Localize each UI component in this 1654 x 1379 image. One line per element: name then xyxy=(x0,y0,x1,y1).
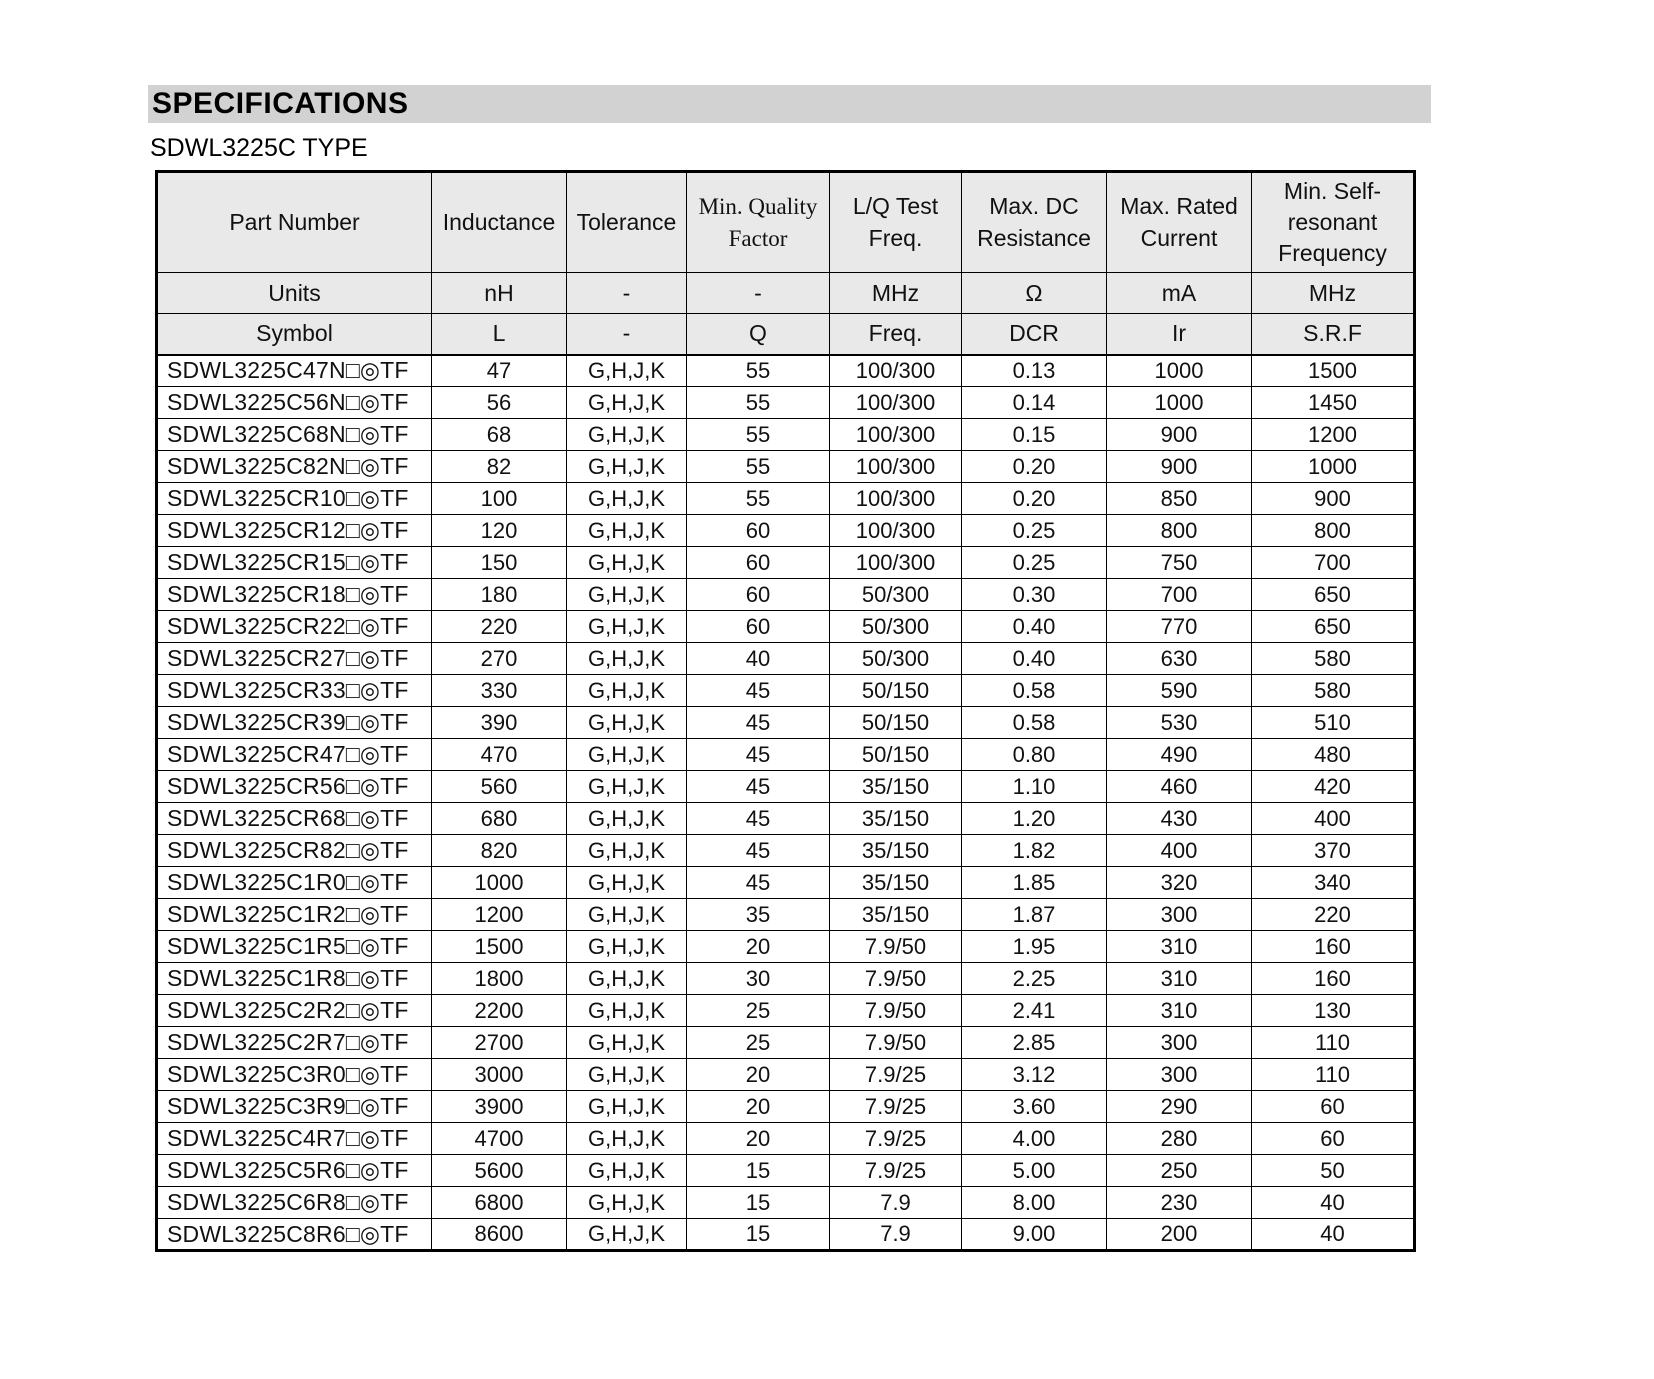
type-subtitle: SDWL3225C TYPE xyxy=(150,134,368,162)
cell-quality-factor: 45 xyxy=(687,771,830,803)
cell-inductance: 150 xyxy=(432,547,567,579)
cell-test-freq: 7.9/25 xyxy=(830,1123,962,1155)
cell-quality-factor: 60 xyxy=(687,579,830,611)
col-header-quality-factor: Min. Quality Factor xyxy=(687,172,830,273)
symbol-label: Symbol xyxy=(157,314,432,355)
cell-test-freq: 7.9/25 xyxy=(830,1091,962,1123)
units-test-freq: MHz xyxy=(830,273,962,314)
cell-rated-current: 310 xyxy=(1107,931,1252,963)
cell-dc-resistance: 2.25 xyxy=(962,963,1107,995)
cell-srf: 60 xyxy=(1252,1123,1415,1155)
cell-srf: 130 xyxy=(1252,995,1415,1027)
cell-quality-factor: 45 xyxy=(687,707,830,739)
cell-test-freq: 50/300 xyxy=(830,579,962,611)
cell-dc-resistance: 1.87 xyxy=(962,899,1107,931)
cell-dc-resistance: 0.13 xyxy=(962,355,1107,387)
cell-rated-current: 230 xyxy=(1107,1187,1252,1219)
col-header-dc-resistance: Max. DC Resistance xyxy=(962,172,1107,273)
cell-part-number: SDWL3225CR56□◎TF xyxy=(157,771,432,803)
cell-inductance: 1000 xyxy=(432,867,567,899)
col-header-test-freq: L/Q Test Freq. xyxy=(830,172,962,273)
cell-part-number: SDWL3225C2R2□◎TF xyxy=(157,995,432,1027)
cell-part-number: SDWL3225C1R8□◎TF xyxy=(157,963,432,995)
cell-tolerance: G,H,J,K xyxy=(567,739,687,771)
table-body xyxy=(157,355,1415,1251)
cell-rated-current: 300 xyxy=(1107,1027,1252,1059)
cell-quality-factor: 55 xyxy=(687,451,830,483)
cell-inductance: 120 xyxy=(432,515,567,547)
cell-srf: 1200 xyxy=(1252,419,1415,451)
col-header-rated-current: Max. Rated Current xyxy=(1107,172,1252,273)
cell-quality-factor: 60 xyxy=(687,611,830,643)
cell-quality-factor: 45 xyxy=(687,739,830,771)
table-row xyxy=(157,1027,1415,1059)
cell-part-number: SDWL3225CR33□◎TF xyxy=(157,675,432,707)
units-tolerance: - xyxy=(567,273,687,314)
cell-tolerance: G,H,J,K xyxy=(567,643,687,675)
symbol-tolerance: - xyxy=(567,314,687,355)
cell-tolerance: G,H,J,K xyxy=(567,387,687,419)
table-header-row xyxy=(157,172,1415,273)
cell-inductance: 390 xyxy=(432,707,567,739)
cell-quality-factor: 25 xyxy=(687,995,830,1027)
cell-inductance: 2200 xyxy=(432,995,567,1027)
cell-part-number: SDWL3225CR18□◎TF xyxy=(157,579,432,611)
cell-test-freq: 7.9/25 xyxy=(830,1059,962,1091)
cell-part-number: SDWL3225C1R5□◎TF xyxy=(157,931,432,963)
table-row xyxy=(157,1155,1415,1187)
symbol-quality-factor: Q xyxy=(687,314,830,355)
cell-dc-resistance: 0.20 xyxy=(962,451,1107,483)
cell-inductance: 330 xyxy=(432,675,567,707)
table-row xyxy=(157,995,1415,1027)
table-row xyxy=(157,355,1415,387)
cell-rated-current: 280 xyxy=(1107,1123,1252,1155)
units-label: Units xyxy=(157,273,432,314)
units-row xyxy=(157,273,1415,314)
cell-rated-current: 400 xyxy=(1107,835,1252,867)
cell-test-freq: 35/150 xyxy=(830,867,962,899)
cell-test-freq: 50/300 xyxy=(830,643,962,675)
cell-inductance: 3000 xyxy=(432,1059,567,1091)
cell-part-number: SDWL3225CR39□◎TF xyxy=(157,707,432,739)
cell-quality-factor: 55 xyxy=(687,387,830,419)
col-header-tolerance: Tolerance xyxy=(567,172,687,273)
cell-test-freq: 7.9/50 xyxy=(830,963,962,995)
cell-inductance: 180 xyxy=(432,579,567,611)
page-title: SPECIFICATIONS xyxy=(148,85,1431,123)
cell-srf: 900 xyxy=(1252,483,1415,515)
cell-inductance: 1200 xyxy=(432,899,567,931)
cell-rated-current: 300 xyxy=(1107,1059,1252,1091)
cell-test-freq: 7.9 xyxy=(830,1219,962,1251)
table-row xyxy=(157,1123,1415,1155)
specifications-table xyxy=(155,170,1416,1252)
cell-srf: 650 xyxy=(1252,579,1415,611)
cell-dc-resistance: 1.85 xyxy=(962,867,1107,899)
cell-inductance: 5600 xyxy=(432,1155,567,1187)
cell-srf: 1500 xyxy=(1252,355,1415,387)
cell-quality-factor: 45 xyxy=(687,867,830,899)
cell-inductance: 270 xyxy=(432,643,567,675)
cell-dc-resistance: 0.58 xyxy=(962,707,1107,739)
table-row xyxy=(157,643,1415,675)
units-srf: MHz xyxy=(1252,273,1415,314)
cell-test-freq: 35/150 xyxy=(830,803,962,835)
cell-test-freq: 100/300 xyxy=(830,483,962,515)
cell-quality-factor: 15 xyxy=(687,1187,830,1219)
cell-part-number: SDWL3225C82N□◎TF xyxy=(157,451,432,483)
table-row xyxy=(157,707,1415,739)
cell-rated-current: 630 xyxy=(1107,643,1252,675)
cell-test-freq: 100/300 xyxy=(830,355,962,387)
table-row xyxy=(157,387,1415,419)
cell-srf: 370 xyxy=(1252,835,1415,867)
cell-tolerance: G,H,J,K xyxy=(567,483,687,515)
cell-inductance: 68 xyxy=(432,419,567,451)
cell-part-number: SDWL3225CR22□◎TF xyxy=(157,611,432,643)
cell-tolerance: G,H,J,K xyxy=(567,995,687,1027)
cell-part-number: SDWL3225C8R6□◎TF xyxy=(157,1219,432,1251)
cell-srf: 1000 xyxy=(1252,451,1415,483)
table-row xyxy=(157,1219,1415,1251)
cell-dc-resistance: 1.95 xyxy=(962,931,1107,963)
cell-rated-current: 1000 xyxy=(1107,355,1252,387)
table-row xyxy=(157,739,1415,771)
cell-srf: 160 xyxy=(1252,931,1415,963)
cell-part-number: SDWL3225CR12□◎TF xyxy=(157,515,432,547)
cell-part-number: SDWL3225C47N□◎TF xyxy=(157,355,432,387)
cell-srf: 480 xyxy=(1252,739,1415,771)
cell-rated-current: 1000 xyxy=(1107,387,1252,419)
cell-inductance: 8600 xyxy=(432,1219,567,1251)
cell-quality-factor: 15 xyxy=(687,1155,830,1187)
cell-quality-factor: 55 xyxy=(687,355,830,387)
cell-tolerance: G,H,J,K xyxy=(567,899,687,931)
cell-test-freq: 50/150 xyxy=(830,675,962,707)
cell-rated-current: 800 xyxy=(1107,515,1252,547)
cell-part-number: SDWL3225CR47□◎TF xyxy=(157,739,432,771)
cell-dc-resistance: 2.41 xyxy=(962,995,1107,1027)
cell-inductance: 2700 xyxy=(432,1027,567,1059)
cell-part-number: SDWL3225CR27□◎TF xyxy=(157,643,432,675)
cell-quality-factor: 45 xyxy=(687,835,830,867)
cell-tolerance: G,H,J,K xyxy=(567,579,687,611)
table-row xyxy=(157,579,1415,611)
cell-part-number: SDWL3225C6R8□◎TF xyxy=(157,1187,432,1219)
cell-dc-resistance: 0.40 xyxy=(962,643,1107,675)
cell-part-number: SDWL3225C3R9□◎TF xyxy=(157,1091,432,1123)
cell-rated-current: 900 xyxy=(1107,451,1252,483)
cell-part-number: SDWL3225CR68□◎TF xyxy=(157,803,432,835)
table-row xyxy=(157,547,1415,579)
cell-test-freq: 50/150 xyxy=(830,739,962,771)
cell-test-freq: 35/150 xyxy=(830,771,962,803)
cell-dc-resistance: 9.00 xyxy=(962,1219,1107,1251)
cell-quality-factor: 55 xyxy=(687,419,830,451)
table-row xyxy=(157,899,1415,931)
cell-srf: 40 xyxy=(1252,1187,1415,1219)
cell-part-number: SDWL3225C4R7□◎TF xyxy=(157,1123,432,1155)
table-row xyxy=(157,771,1415,803)
cell-quality-factor: 20 xyxy=(687,1059,830,1091)
col-header-srf: Min. Self-resonant Frequency xyxy=(1252,172,1415,273)
cell-srf: 340 xyxy=(1252,867,1415,899)
cell-rated-current: 490 xyxy=(1107,739,1252,771)
cell-part-number: SDWL3225C68N□◎TF xyxy=(157,419,432,451)
cell-test-freq: 100/300 xyxy=(830,515,962,547)
table-row xyxy=(157,1091,1415,1123)
cell-inductance: 1500 xyxy=(432,931,567,963)
symbol-test-freq: Freq. xyxy=(830,314,962,355)
cell-srf: 1450 xyxy=(1252,387,1415,419)
col-header-part-number: Part Number xyxy=(157,172,432,273)
cell-test-freq: 100/300 xyxy=(830,451,962,483)
cell-rated-current: 320 xyxy=(1107,867,1252,899)
symbol-row xyxy=(157,314,1415,355)
cell-inductance: 470 xyxy=(432,739,567,771)
table-row xyxy=(157,1187,1415,1219)
cell-srf: 110 xyxy=(1252,1059,1415,1091)
table-row xyxy=(157,451,1415,483)
table-row xyxy=(157,419,1415,451)
cell-tolerance: G,H,J,K xyxy=(567,867,687,899)
table-row xyxy=(157,867,1415,899)
cell-srf: 400 xyxy=(1252,803,1415,835)
cell-part-number: SDWL3225C2R7□◎TF xyxy=(157,1027,432,1059)
cell-srf: 420 xyxy=(1252,771,1415,803)
cell-srf: 40 xyxy=(1252,1219,1415,1251)
symbol-inductance: L xyxy=(432,314,567,355)
cell-tolerance: G,H,J,K xyxy=(567,963,687,995)
cell-dc-resistance: 0.14 xyxy=(962,387,1107,419)
cell-inductance: 47 xyxy=(432,355,567,387)
units-rated-current: mA xyxy=(1107,273,1252,314)
cell-tolerance: G,H,J,K xyxy=(567,451,687,483)
cell-rated-current: 530 xyxy=(1107,707,1252,739)
units-dc-resistance: Ω xyxy=(962,273,1107,314)
cell-dc-resistance: 0.30 xyxy=(962,579,1107,611)
cell-rated-current: 310 xyxy=(1107,995,1252,1027)
cell-tolerance: G,H,J,K xyxy=(567,355,687,387)
cell-inductance: 820 xyxy=(432,835,567,867)
cell-rated-current: 300 xyxy=(1107,899,1252,931)
cell-tolerance: G,H,J,K xyxy=(567,547,687,579)
cell-tolerance: G,H,J,K xyxy=(567,1123,687,1155)
cell-dc-resistance: 0.80 xyxy=(962,739,1107,771)
cell-test-freq: 100/300 xyxy=(830,547,962,579)
cell-rated-current: 850 xyxy=(1107,483,1252,515)
cell-tolerance: G,H,J,K xyxy=(567,771,687,803)
cell-tolerance: G,H,J,K xyxy=(567,419,687,451)
table-row xyxy=(157,611,1415,643)
cell-part-number: SDWL3225C5R6□◎TF xyxy=(157,1155,432,1187)
cell-quality-factor: 15 xyxy=(687,1219,830,1251)
cell-srf: 50 xyxy=(1252,1155,1415,1187)
cell-quality-factor: 40 xyxy=(687,643,830,675)
cell-part-number: SDWL3225C1R2□◎TF xyxy=(157,899,432,931)
cell-quality-factor: 30 xyxy=(687,963,830,995)
table-row xyxy=(157,1059,1415,1091)
cell-dc-resistance: 0.40 xyxy=(962,611,1107,643)
cell-dc-resistance: 2.85 xyxy=(962,1027,1107,1059)
table-row xyxy=(157,803,1415,835)
cell-dc-resistance: 1.20 xyxy=(962,803,1107,835)
cell-rated-current: 310 xyxy=(1107,963,1252,995)
cell-dc-resistance: 0.25 xyxy=(962,547,1107,579)
cell-tolerance: G,H,J,K xyxy=(567,931,687,963)
cell-quality-factor: 45 xyxy=(687,675,830,707)
cell-test-freq: 35/150 xyxy=(830,835,962,867)
cell-quality-factor: 60 xyxy=(687,515,830,547)
cell-dc-resistance: 0.58 xyxy=(962,675,1107,707)
cell-srf: 510 xyxy=(1252,707,1415,739)
cell-dc-resistance: 5.00 xyxy=(962,1155,1107,1187)
cell-tolerance: G,H,J,K xyxy=(567,515,687,547)
cell-dc-resistance: 1.82 xyxy=(962,835,1107,867)
symbol-srf: S.R.F xyxy=(1252,314,1415,355)
cell-srf: 110 xyxy=(1252,1027,1415,1059)
cell-part-number: SDWL3225CR82□◎TF xyxy=(157,835,432,867)
cell-inductance: 6800 xyxy=(432,1187,567,1219)
cell-tolerance: G,H,J,K xyxy=(567,835,687,867)
table-row xyxy=(157,515,1415,547)
cell-part-number: SDWL3225C56N□◎TF xyxy=(157,387,432,419)
cell-test-freq: 100/300 xyxy=(830,419,962,451)
cell-test-freq: 100/300 xyxy=(830,387,962,419)
cell-srf: 800 xyxy=(1252,515,1415,547)
cell-dc-resistance: 0.20 xyxy=(962,483,1107,515)
cell-quality-factor: 55 xyxy=(687,483,830,515)
cell-part-number: SDWL3225CR15□◎TF xyxy=(157,547,432,579)
cell-test-freq: 35/150 xyxy=(830,899,962,931)
cell-srf: 700 xyxy=(1252,547,1415,579)
cell-rated-current: 770 xyxy=(1107,611,1252,643)
cell-tolerance: G,H,J,K xyxy=(567,707,687,739)
cell-dc-resistance: 0.25 xyxy=(962,515,1107,547)
cell-tolerance: G,H,J,K xyxy=(567,1059,687,1091)
cell-inductance: 100 xyxy=(432,483,567,515)
col-header-inductance: Inductance xyxy=(432,172,567,273)
symbol-dc-resistance: DCR xyxy=(962,314,1107,355)
cell-inductance: 560 xyxy=(432,771,567,803)
cell-test-freq: 7.9/50 xyxy=(830,995,962,1027)
cell-inductance: 1800 xyxy=(432,963,567,995)
cell-test-freq: 7.9/25 xyxy=(830,1155,962,1187)
cell-test-freq: 7.9/50 xyxy=(830,1027,962,1059)
cell-quality-factor: 20 xyxy=(687,1091,830,1123)
cell-test-freq: 50/150 xyxy=(830,707,962,739)
cell-tolerance: G,H,J,K xyxy=(567,803,687,835)
cell-dc-resistance: 3.12 xyxy=(962,1059,1107,1091)
cell-tolerance: G,H,J,K xyxy=(567,1155,687,1187)
cell-dc-resistance: 1.10 xyxy=(962,771,1107,803)
cell-dc-resistance: 8.00 xyxy=(962,1187,1107,1219)
cell-rated-current: 200 xyxy=(1107,1219,1252,1251)
cell-inductance: 56 xyxy=(432,387,567,419)
cell-rated-current: 460 xyxy=(1107,771,1252,803)
table-row xyxy=(157,675,1415,707)
cell-quality-factor: 35 xyxy=(687,899,830,931)
cell-quality-factor: 20 xyxy=(687,1123,830,1155)
cell-rated-current: 750 xyxy=(1107,547,1252,579)
cell-test-freq: 7.9/50 xyxy=(830,931,962,963)
cell-tolerance: G,H,J,K xyxy=(567,611,687,643)
cell-srf: 650 xyxy=(1252,611,1415,643)
cell-dc-resistance: 0.15 xyxy=(962,419,1107,451)
units-inductance: nH xyxy=(432,273,567,314)
cell-part-number: SDWL3225CR10□◎TF xyxy=(157,483,432,515)
table-row xyxy=(157,835,1415,867)
table-row xyxy=(157,963,1415,995)
cell-tolerance: G,H,J,K xyxy=(567,1219,687,1251)
cell-inductance: 220 xyxy=(432,611,567,643)
cell-srf: 160 xyxy=(1252,963,1415,995)
cell-inductance: 82 xyxy=(432,451,567,483)
cell-tolerance: G,H,J,K xyxy=(567,675,687,707)
cell-quality-factor: 25 xyxy=(687,1027,830,1059)
cell-rated-current: 290 xyxy=(1107,1091,1252,1123)
cell-rated-current: 700 xyxy=(1107,579,1252,611)
cell-quality-factor: 20 xyxy=(687,931,830,963)
symbol-rated-current: Ir xyxy=(1107,314,1252,355)
cell-test-freq: 50/300 xyxy=(830,611,962,643)
cell-inductance: 3900 xyxy=(432,1091,567,1123)
cell-dc-resistance: 3.60 xyxy=(962,1091,1107,1123)
cell-inductance: 4700 xyxy=(432,1123,567,1155)
cell-rated-current: 900 xyxy=(1107,419,1252,451)
cell-srf: 580 xyxy=(1252,643,1415,675)
cell-rated-current: 590 xyxy=(1107,675,1252,707)
cell-dc-resistance: 4.00 xyxy=(962,1123,1107,1155)
cell-tolerance: G,H,J,K xyxy=(567,1027,687,1059)
cell-test-freq: 7.9 xyxy=(830,1187,962,1219)
table-row xyxy=(157,931,1415,963)
units-quality-factor: - xyxy=(687,273,830,314)
cell-part-number: SDWL3225C3R0□◎TF xyxy=(157,1059,432,1091)
cell-inductance: 680 xyxy=(432,803,567,835)
cell-quality-factor: 45 xyxy=(687,803,830,835)
cell-srf: 220 xyxy=(1252,899,1415,931)
cell-rated-current: 250 xyxy=(1107,1155,1252,1187)
cell-srf: 580 xyxy=(1252,675,1415,707)
cell-quality-factor: 60 xyxy=(687,547,830,579)
cell-rated-current: 430 xyxy=(1107,803,1252,835)
cell-part-number: SDWL3225C1R0□◎TF xyxy=(157,867,432,899)
table-row xyxy=(157,483,1415,515)
cell-srf: 60 xyxy=(1252,1091,1415,1123)
cell-tolerance: G,H,J,K xyxy=(567,1187,687,1219)
cell-tolerance: G,H,J,K xyxy=(567,1091,687,1123)
